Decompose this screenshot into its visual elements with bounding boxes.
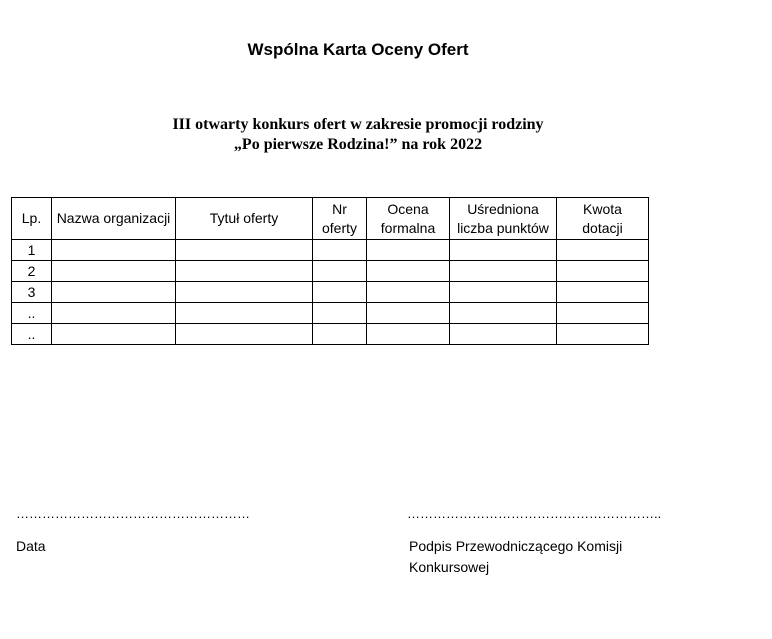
header-average-line1: Uśredniona <box>467 200 539 217</box>
row-lp: .. <box>12 303 52 324</box>
cell-average[interactable] <box>450 261 557 282</box>
cell-offer-title[interactable] <box>176 303 313 324</box>
table-header-row <box>12 198 649 240</box>
cell-offer-title[interactable] <box>176 261 313 282</box>
header-average-points <box>450 198 557 240</box>
cell-offer-title[interactable] <box>176 282 313 303</box>
header-grant-line2: dotacji <box>582 219 623 236</box>
table-row <box>12 303 649 324</box>
header-formal-assessment <box>367 198 450 240</box>
table-row <box>12 324 649 345</box>
cell-offer-title[interactable] <box>176 240 313 261</box>
header-grant-line1: Kwota <box>583 200 622 217</box>
chair-signature-label-line1: Podpis Przewodniczącego Komisji <box>409 538 623 554</box>
cell-organization[interactable] <box>52 261 176 282</box>
cell-offer-number[interactable] <box>313 240 367 261</box>
cell-offer-number[interactable] <box>313 282 367 303</box>
table-row <box>12 261 649 282</box>
row-lp: .. <box>12 324 52 345</box>
header-formal-line1: Ocena <box>387 200 429 217</box>
cell-formal[interactable] <box>367 303 450 324</box>
cell-offer-number[interactable] <box>313 303 367 324</box>
cell-average[interactable] <box>450 324 557 345</box>
cell-average[interactable] <box>450 282 557 303</box>
header-offer-number-line1: Nr <box>332 200 347 217</box>
cell-grant[interactable] <box>557 261 649 282</box>
chair-signature-label <box>409 536 649 578</box>
cell-organization[interactable] <box>52 324 176 345</box>
evaluation-table <box>11 197 649 345</box>
cell-formal[interactable] <box>367 261 450 282</box>
header-grant-amount <box>557 198 649 240</box>
header-organization-name: Nazwa organizacji <box>52 198 176 240</box>
cell-average[interactable] <box>450 303 557 324</box>
cell-formal[interactable] <box>367 324 450 345</box>
cell-formal[interactable] <box>367 240 450 261</box>
chair-signature-label-line2: Konkursowej <box>409 559 490 575</box>
cell-offer-title[interactable] <box>176 324 313 345</box>
cell-organization[interactable] <box>52 240 176 261</box>
table-row <box>12 282 649 303</box>
contest-subtitle-line2: „Po pierwsze Rodzina!” na rok 2022 <box>233 136 483 153</box>
cell-grant[interactable] <box>557 240 649 261</box>
cell-grant[interactable] <box>557 303 649 324</box>
chair-signature-line: ………………………………………………….. <box>407 506 662 521</box>
cell-organization[interactable] <box>52 282 176 303</box>
header-formal-line2: formalna <box>380 219 436 236</box>
cell-offer-number[interactable] <box>313 324 367 345</box>
cell-average[interactable] <box>450 240 557 261</box>
row-lp: 2 <box>12 261 52 282</box>
row-lp: 1 <box>12 240 52 261</box>
page-title: Wspólna Karta Oceny Ofert <box>247 40 469 59</box>
row-lp: 3 <box>12 282 52 303</box>
contest-subtitle-line1: III otwarty konkurs ofert w zakresie promocji rodziny <box>172 116 544 133</box>
header-offer-number <box>313 198 367 240</box>
header-average-line2: liczba punktów <box>457 219 549 236</box>
date-signature-line: ……………………………………………… <box>16 506 250 521</box>
cell-formal[interactable] <box>367 282 450 303</box>
header-lp: Lp. <box>12 198 52 240</box>
cell-grant[interactable] <box>557 324 649 345</box>
cell-organization[interactable] <box>52 303 176 324</box>
cell-offer-number[interactable] <box>313 261 367 282</box>
date-label: Data <box>16 538 46 554</box>
cell-grant[interactable] <box>557 282 649 303</box>
header-offer-number-line2: oferty <box>321 219 357 236</box>
table-row <box>12 240 649 261</box>
header-offer-title: Tytuł oferty <box>176 198 313 240</box>
